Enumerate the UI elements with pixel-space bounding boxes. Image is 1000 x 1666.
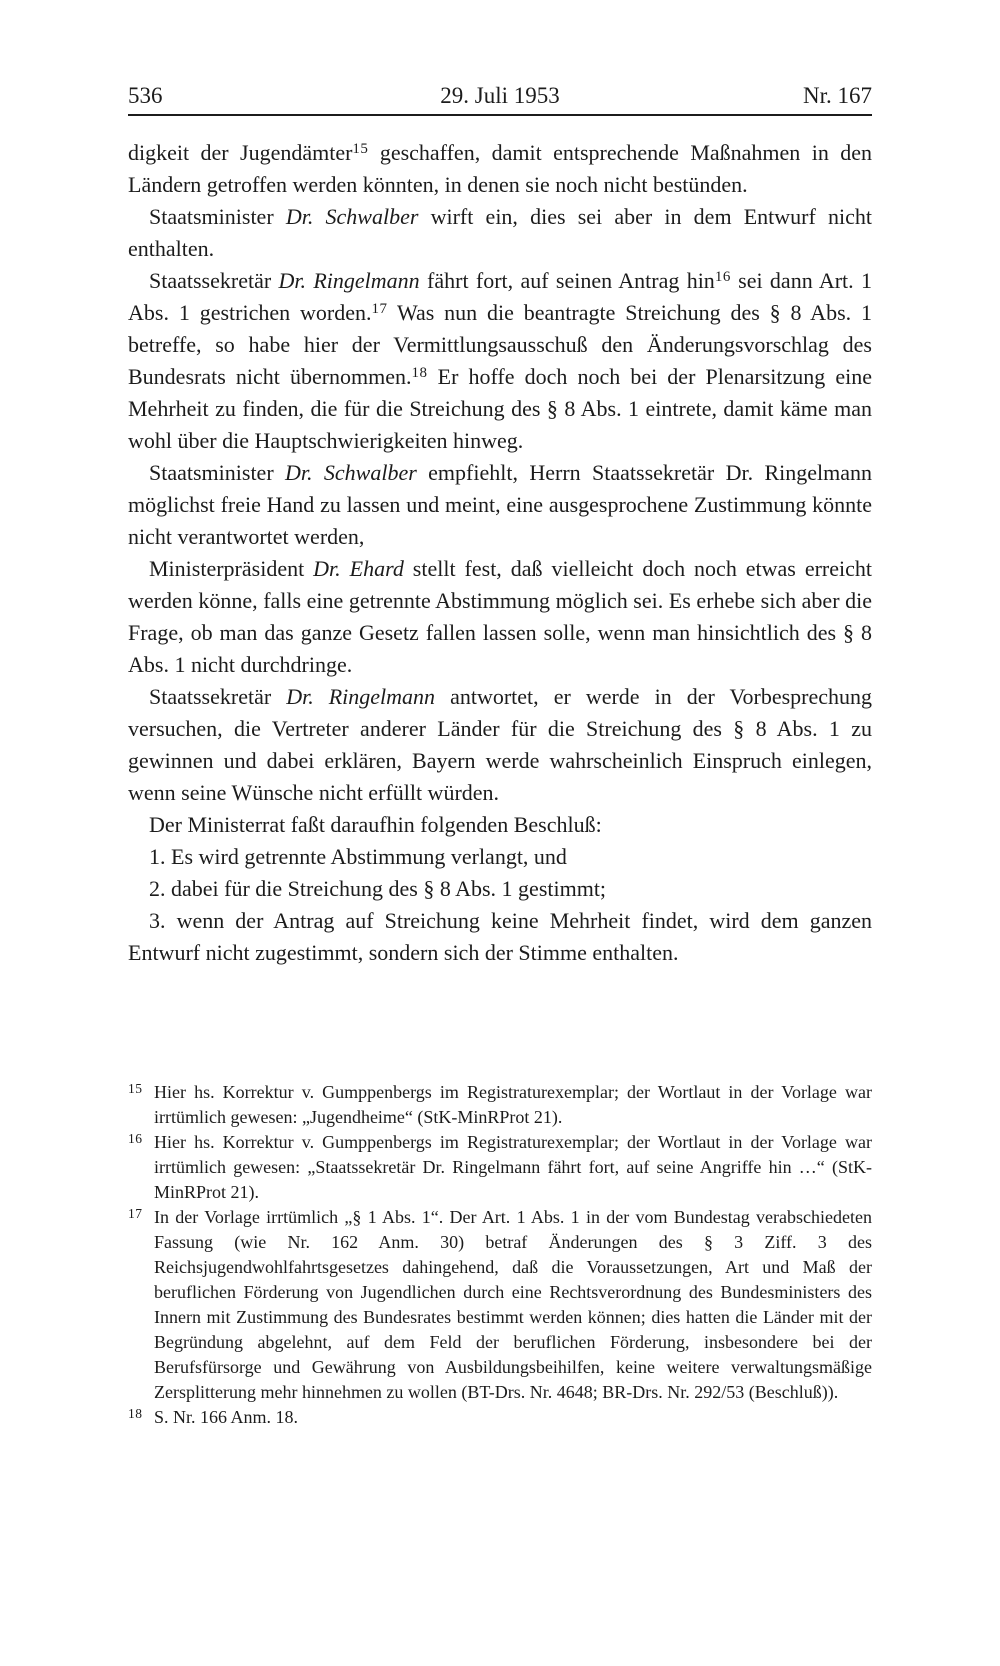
paragraph: Staatssekretär Dr. Ringelmann antwortet, er werde in der Vorbesprechung versuchen, die Vertreter anderer Länder für die Streichung des § 8 Abs. 1 zu gewinnen und dabei erklären, Bayern werde wahrscheinlich Einspruch einlegen, wenn seine Wünsche nicht erfüllt würden. <box>128 684 873 805</box>
footnote-number: 15 <box>128 1081 143 1096</box>
footnote-reference: 15 <box>352 141 369 157</box>
footnote-number: 18 <box>128 1406 143 1421</box>
speaker-name: Dr. Schwalber <box>285 204 419 229</box>
footnote-number: 16 <box>128 1131 143 1146</box>
footnote-text: In der Vorlage irrtümlich „§ 1 Abs. 1“. Der Art. 1 Abs. 1 in der vom Bundestag verabschiedeten Fassung (wie Nr. 162 Anm. 30) betraf Änderungen des § 3 Ziff. 3 des Reichsjugendwohlfahrtsgesetzes dahingehend, daß die Voraussetzungen, Art und Maß der beruflichen Förderung von Jugendlichen durch eine Rechtsverordnung des Bundesministers des Innern mit Zustimmung des Bundesrates bestimmt werden können; dies hatten die Länder mit der Begründung abgelehnt, auf dem Feld der beruflichen Förderung, insbesondere bei der Berufsfürsorge und Gewährung von Ausbildungsbeihilfen, keine weitere verwaltungsmäßige Zersplitterung mehr hinnehmen zu wollen (BT-Drs. Nr. 4648; BR-Drs. Nr. 292/53 (Beschluß)). <box>154 1207 872 1402</box>
header-rule <box>128 114 872 116</box>
paragraph: digkeit der Jugendämter$^{15}$ geschaffen, damit entsprechende Maßnahmen in den Ländern getroffen werden könnten, in denen sie noch nicht bestünden. <box>128 140 872 197</box>
footnote-reference: 18 <box>411 365 428 381</box>
footnote-text: Hier hs. Korrektur v. Gumppenbergs im Registraturexemplar; der Wortlaut in der Vorlage war irrtümlich gewesen: „Staatssekretär Dr. Ringelmann fährt fort, auf seine Angriffe hin …“ (StK-MinRProt 21). <box>154 1132 872 1202</box>
paragraph: 3. wenn der Antrag auf Streichung keine Mehrheit findet, wird dem ganzen Entwurf nicht zugestimmt, sondern sich der Stimme enthalten. <box>128 908 872 965</box>
body-text <box>128 137 872 969</box>
paragraph: Ministerpräsident Dr. Ehard stellt fest, daß vielleicht doch noch etwas erreicht werden könne, falls eine getrennte Abstimmung möglich sei. Es erhebe sich aber die Frage, ob man das ganze Gesetz fallen lassen solle, wenn man hinsichtlich des § 8 Abs. 1 nicht durchdringe. <box>128 556 873 677</box>
footnote-text: S. Nr. 166 Anm. 18. <box>154 1407 299 1427</box>
paragraph: 2. dabei für die Streichung des § 8 Abs. 1 gestimmt; <box>149 876 607 901</box>
header-date: 29. Juli 1953 <box>440 83 560 108</box>
paragraph: Staatssekretär Dr. Ringelmann fährt fort, auf seinen Antrag hin$^{16}$ sei dann Art. 1 Abs. 1 gestrichen worden.$^{17}$ Was nun die beantragte Streichung des § 8 Abs. 1 betreffe, so habe hier der Vermittlungsausschuß den Änderungsvorschlag des Bundesrats nicht übernommen.$^{18}$ Er hoffe doch noch bei der Plenarsitzung eine Mehrheit zu finden, die für die Streichung des § 8 Abs. 1 eintrete, damit käme man wohl über die Hauptschwierigkeiten hinweg. <box>128 268 873 453</box>
footnote-reference: 16 <box>714 269 731 285</box>
speaker-name: Dr. Ehard <box>313 556 404 581</box>
speaker-name: Dr. Schwalber <box>285 460 417 485</box>
speaker-name: Dr. Ringelmann <box>278 268 420 293</box>
paragraph: 1. Es wird getrennte Abstimmung verlangt, und <box>149 844 567 869</box>
paragraph: Der Ministerrat faßt daraufhin folgenden Beschluß: <box>149 812 602 837</box>
header-issue-number: Nr. 167 <box>803 83 872 108</box>
paragraph: Staatsminister Dr. Schwalber wirft ein, dies sei aber in dem Entwurf nicht enthalten. <box>128 204 873 261</box>
footnote <box>128 1130 872 1205</box>
page-number: 536 <box>128 83 163 108</box>
footnote <box>128 1080 872 1130</box>
footnote-reference: 17 <box>371 301 388 317</box>
footnote <box>128 1405 872 1430</box>
footnotes <box>128 1080 872 1430</box>
running-head <box>128 82 872 110</box>
footnote <box>128 1205 872 1405</box>
speaker-name: Dr. Ringelmann <box>286 684 436 709</box>
footnote-text: Hier hs. Korrektur v. Gumppenbergs im Registraturexemplar; der Wortlaut in der Vorlage war irrtümlich gewesen: „Jugendheime“ (StK-MinRProt 21). <box>154 1082 872 1127</box>
footnote-number: 17 <box>128 1206 143 1221</box>
paragraph: Staatsminister Dr. Schwalber empfiehlt, Herrn Staatssekretär Dr. Ringelmann möglichst freie Hand zu lassen und meint, eine ausgesprochene Zustimmung könnte nicht verantwortet werden, <box>128 460 872 549</box>
